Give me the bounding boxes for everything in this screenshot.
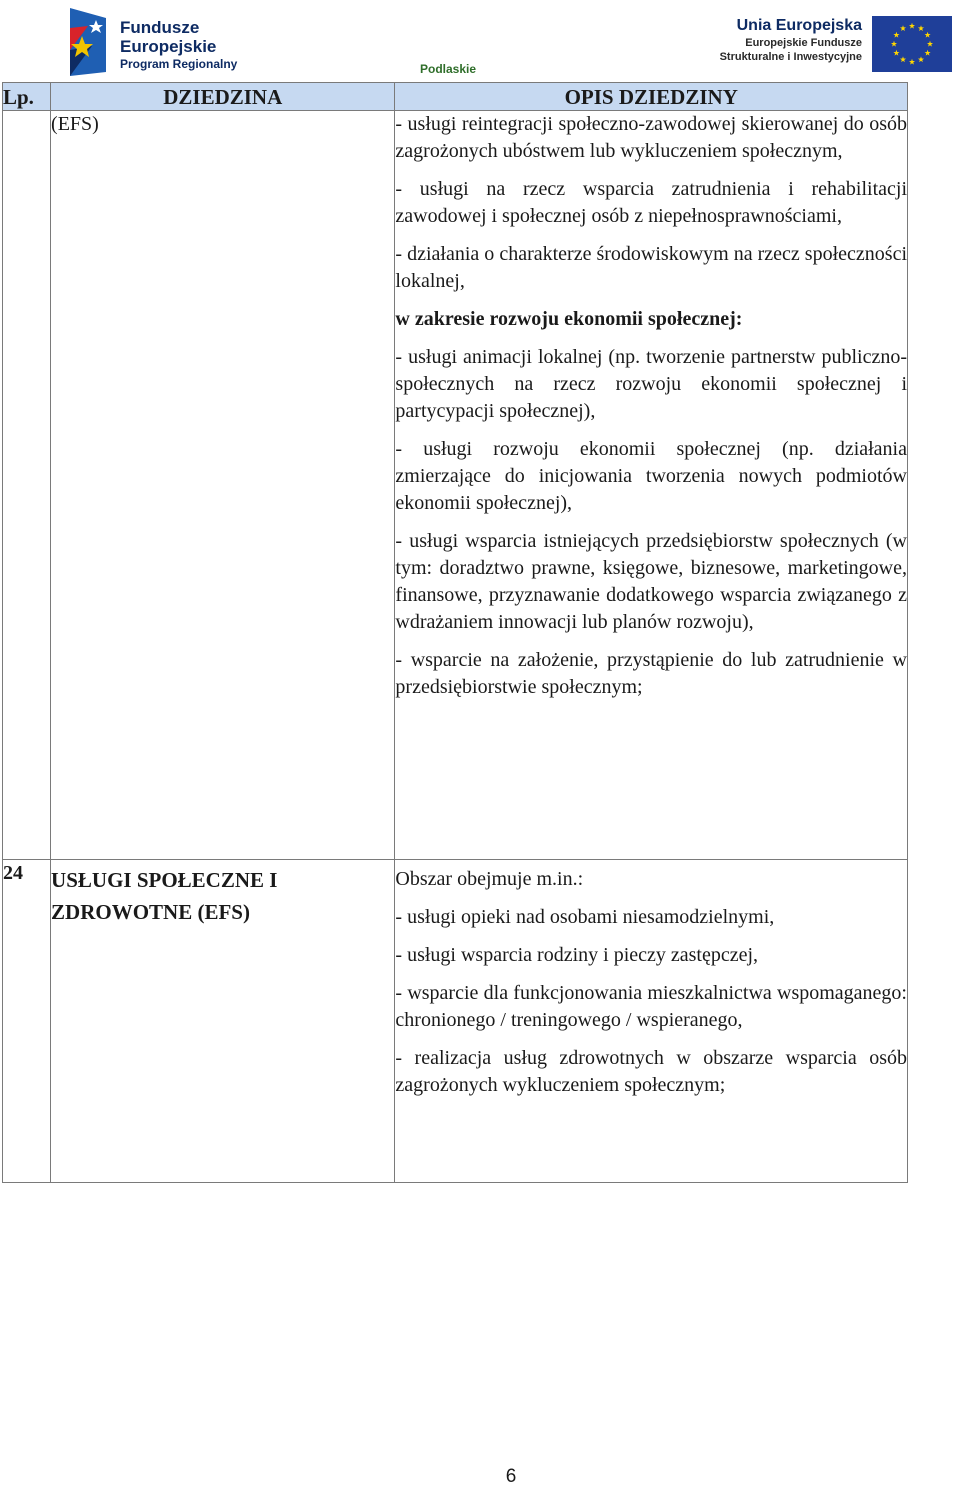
opis-item: - działania o charakterze środowiskowym na rzecz społeczności lokalnej, — [395, 243, 907, 292]
opis-item: - usługi reintegracji społeczno-zawodowej skierowanej do osób zagrożonych ubóstwem lub wykluczeniem społecznym, — [395, 113, 907, 162]
opis-item: - realizacja usług zdrowotnych w obszarze wsparcia osób zagrożonych wykluczeniem społecznym; — [395, 1047, 907, 1096]
eu-flag-icon — [872, 16, 952, 72]
ue-title: Unia Europejska — [736, 17, 862, 34]
header-lp: Lp. — [3, 83, 51, 111]
table-row — [3, 860, 908, 1183]
domain-table — [2, 82, 908, 1183]
opis-item: - usługi opieki nad osobami niesamodzielnymi, — [395, 906, 775, 928]
row-opis — [395, 860, 908, 1183]
logo-header — [0, 0, 960, 82]
page-number: 6 — [505, 1466, 517, 1487]
opis-intro: Obszar obejmuje m.in.: — [395, 868, 584, 890]
fe-line3: Program Regionalny — [120, 57, 238, 71]
row-dziedzina: USŁUGI SPOŁECZNE I ZDROWOTNE (EFS) — [51, 860, 395, 1183]
opis-item: - wsparcie na założenie, przystąpienie do lub zatrudnienie w przedsiębiorstwie społecznym; — [395, 649, 907, 698]
opis-item: - wsparcie dla funkcjonowania mieszkalnictwa wspomaganego: chronionego / treningowego / wspieranego, — [395, 982, 907, 1031]
table-row — [3, 111, 908, 860]
row-opis — [395, 111, 908, 860]
row-dziedzina: (EFS) — [51, 111, 395, 860]
header-opis: OPIS DZIEDZINY — [395, 83, 908, 111]
opis-item: - usługi na rzecz wsparcia zatrudnienia i rehabilitacji zawodowej i społecznej osób z niepełnosprawnościami, — [395, 178, 907, 227]
ue-sub2: Strukturalne i Inwestycyjne — [719, 51, 862, 63]
podlaskie-label: Podlaskie — [420, 62, 477, 76]
ue-sub1: Europejskie Fundusze — [745, 37, 862, 49]
fe-line2: Europejskie — [120, 37, 217, 56]
table-header-row — [3, 83, 908, 111]
fe-line1: Fundusze — [120, 18, 200, 37]
unia-europejska-logo — [702, 14, 956, 74]
opis-item: - usługi wsparcia istniejących przedsiębiorstw społecznych (w tym: doradztwo prawne, księgowe, biznesowe, marketingowe, finansowe, przyznawanie dodatkowego wsparcia związanego z wdrażaniem innowacji lub planów rozwoju), — [395, 530, 907, 633]
row-lp — [3, 111, 51, 860]
fe-flag-icon — [66, 6, 114, 78]
row-lp: 24 — [3, 860, 51, 1183]
header-dziedzina: DZIEDZINA — [51, 83, 395, 111]
opis-item: - usługi rozwoju ekonomii społecznej (np. działania zmierzające do inicjowania tworzenia nowych podmiotów ekonomii społecznej), — [395, 438, 907, 514]
fundusze-europejskie-logo — [66, 6, 266, 78]
opis-section-heading: w zakresie rozwoju ekonomii społecznej: — [395, 308, 743, 330]
podlaskie-logo — [414, 10, 544, 80]
opis-item: - usługi wsparcia rodziny i pieczy zastępczej, — [395, 944, 759, 966]
bison-mosaic-icon — [414, 10, 544, 64]
opis-item: - usługi animacji lokalnej (np. tworzenie partnerstw publiczno-społecznych na rzecz rozwoju ekonomii społecznej i partycypacji społecznej), — [395, 346, 907, 422]
